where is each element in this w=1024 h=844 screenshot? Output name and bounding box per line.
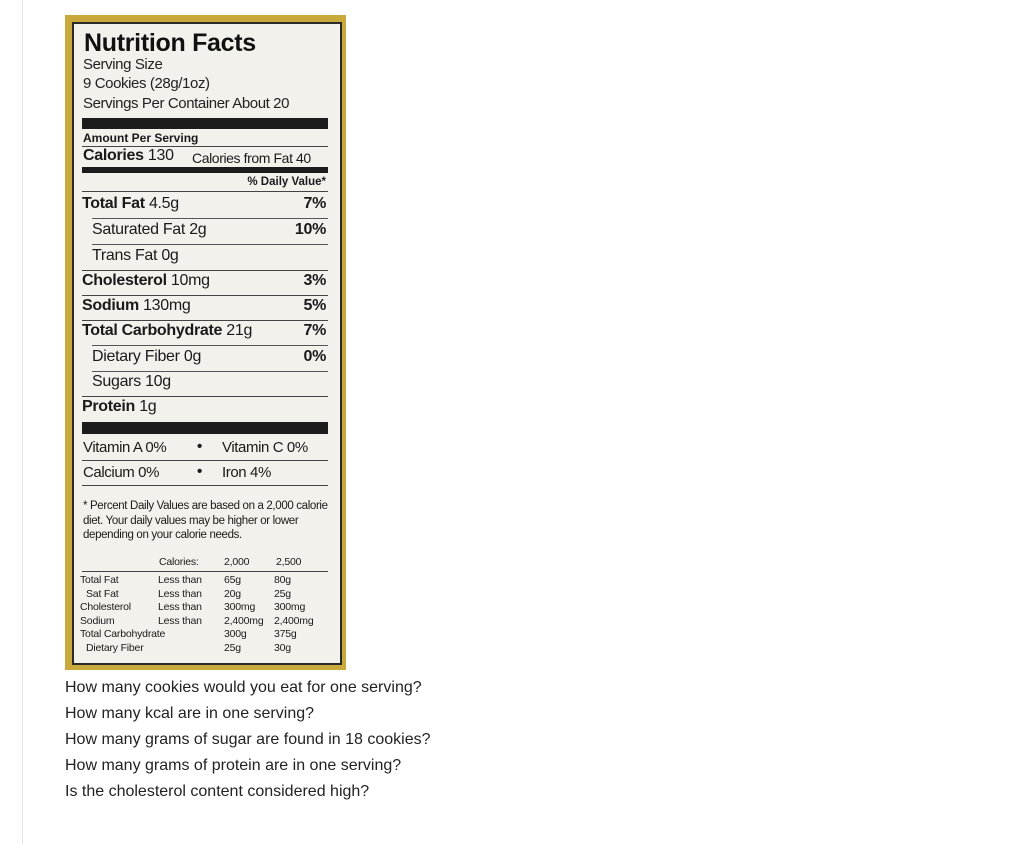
dv-table-col1	[224, 574, 263, 655]
divider	[92, 218, 328, 219]
nutrient-dv: 7%	[303, 322, 326, 339]
nutrient-row-protein	[82, 398, 326, 416]
divider	[92, 345, 328, 346]
question-item: How many grams of protein are in one serving?	[65, 757, 402, 774]
divider	[82, 270, 328, 271]
nutrient-dv: 3%	[303, 272, 326, 289]
divider	[82, 295, 328, 296]
table-cell: 300mg	[274, 601, 306, 613]
page-left-border	[22, 0, 23, 844]
question-item: How many cookies would you eat for one serving?	[65, 679, 422, 696]
table-cell: 80g	[274, 574, 291, 586]
calories-from-fat: Calories from Fat 40	[192, 150, 311, 166]
question-list	[65, 677, 431, 807]
table-row-qualifier: Less than	[158, 574, 202, 586]
nutrition-facts-panel	[72, 22, 342, 665]
table-col-2500: 2,500	[276, 556, 302, 568]
table-cell: 2,400mg	[224, 614, 264, 627]
question-item: How many grams of sugar are found in 18 cookies?	[65, 731, 431, 748]
medium-divider	[82, 167, 328, 173]
serving-size-label: Serving Size	[83, 56, 163, 73]
calories-row	[83, 147, 174, 165]
dv-table-names	[80, 574, 165, 655]
nutrient-name: Cholesterol	[82, 272, 167, 289]
divider	[82, 571, 328, 572]
table-cell: 2,400mg	[274, 614, 314, 627]
dv-table-col2	[274, 574, 313, 655]
nutrient-row-sugars	[92, 373, 326, 391]
dv-table-qualifiers	[158, 574, 202, 628]
table-row-name: Dietary Fiber	[86, 641, 144, 654]
bullet-icon: •	[197, 438, 203, 455]
iron: Iron 4%	[222, 464, 271, 481]
nutrient-amount: 2g	[189, 221, 207, 238]
table-row-name: Total Fat	[80, 574, 119, 586]
servings-per-container: Servings Per Container About 20	[83, 95, 290, 112]
nutrient-name: Sugars	[92, 373, 141, 390]
nutrient-dv: 7%	[303, 195, 326, 212]
table-cell: 25g	[274, 587, 291, 600]
divider	[82, 485, 328, 486]
calories-label: Calories	[83, 147, 144, 164]
table-row-name: Sodium	[80, 614, 115, 627]
nutrient-row-cholesterol	[82, 272, 326, 290]
nutrient-amount: 0g	[183, 348, 202, 365]
divider	[82, 191, 328, 192]
nutrient-row-dietary-fiber	[92, 348, 326, 366]
table-cell: 375g	[274, 628, 297, 640]
nutrient-amount: 10g	[145, 373, 171, 390]
footnote: * Percent Daily Values are based on a 2,000 calorie diet. Your daily values may be higher or lower depending on your calorie needs.	[83, 500, 328, 541]
amount-per-serving: Amount Per Serving	[83, 131, 199, 145]
nutrient-name: Protein	[82, 398, 136, 415]
nutrient-row-trans-fat	[92, 247, 326, 265]
vitamin-a: Vitamin A 0%	[83, 439, 167, 456]
table-col-2000: 2,000	[224, 556, 250, 568]
table-row-name: Total Carbohydrate	[80, 628, 166, 640]
nutrient-dv: 5%	[303, 297, 326, 314]
question-item: Is the cholesterol content considered high?	[65, 783, 370, 800]
label-title: Nutrition Facts	[84, 29, 256, 57]
table-cell: 65g	[224, 574, 241, 586]
table-cell: 300g	[224, 628, 247, 640]
nutrient-amount: 21g	[226, 322, 253, 339]
nutrient-name: Total Fat	[82, 195, 145, 212]
nutrition-label-photo	[65, 15, 346, 670]
daily-value-header: % Daily Value*	[247, 176, 326, 188]
thick-divider	[82, 422, 328, 434]
thick-divider	[82, 118, 328, 129]
nutrient-amount: 0g	[161, 247, 179, 264]
question-item: How many kcal are in one serving?	[65, 705, 315, 722]
nutrient-row-saturated-fat	[92, 221, 326, 239]
table-row-name: Cholesterol	[80, 601, 131, 613]
divider	[82, 460, 328, 461]
table-row-qualifier: Less than	[158, 587, 202, 600]
nutrient-amount: 1g	[139, 398, 157, 415]
nutrient-name: Trans Fat	[92, 247, 158, 264]
divider	[92, 244, 328, 245]
divider	[82, 396, 328, 397]
table-row-qualifier: Less than	[158, 601, 202, 613]
nutrient-name: Total Carbohydrate	[82, 322, 223, 339]
bullet-icon: •	[197, 463, 203, 480]
nutrient-dv: 10%	[294, 221, 326, 238]
nutrient-dv: 0%	[303, 348, 326, 365]
table-cell: 30g	[274, 641, 291, 654]
calories-value: 130	[147, 147, 174, 164]
divider	[92, 371, 328, 372]
nutrient-name: Dietary Fiber	[92, 348, 180, 365]
table-row-qualifier: Less than	[158, 614, 202, 627]
table-cell: 300mg	[224, 601, 256, 613]
nutrient-amount: 130mg	[143, 297, 191, 314]
nutrient-name: Saturated Fat	[92, 221, 186, 238]
table-cell: 25g	[224, 641, 241, 654]
nutrient-name: Sodium	[82, 297, 139, 314]
nutrient-row-sodium	[82, 297, 326, 315]
table-row-name: Sat Fat	[86, 587, 119, 600]
divider	[82, 320, 328, 321]
calcium: Calcium 0%	[83, 464, 160, 481]
serving-size-value: 9 Cookies (28g/1oz)	[83, 75, 210, 92]
nutrient-amount: 10mg	[170, 272, 210, 289]
table-cell: 20g	[224, 587, 241, 600]
nutrient-row-total-fat	[82, 195, 326, 213]
table-calories-label: Calories:	[159, 556, 199, 568]
nutrient-amount: 4.5g	[148, 195, 179, 212]
vitamin-c: Vitamin C 0%	[222, 439, 308, 456]
nutrient-row-total-carbohydrate	[82, 322, 326, 340]
